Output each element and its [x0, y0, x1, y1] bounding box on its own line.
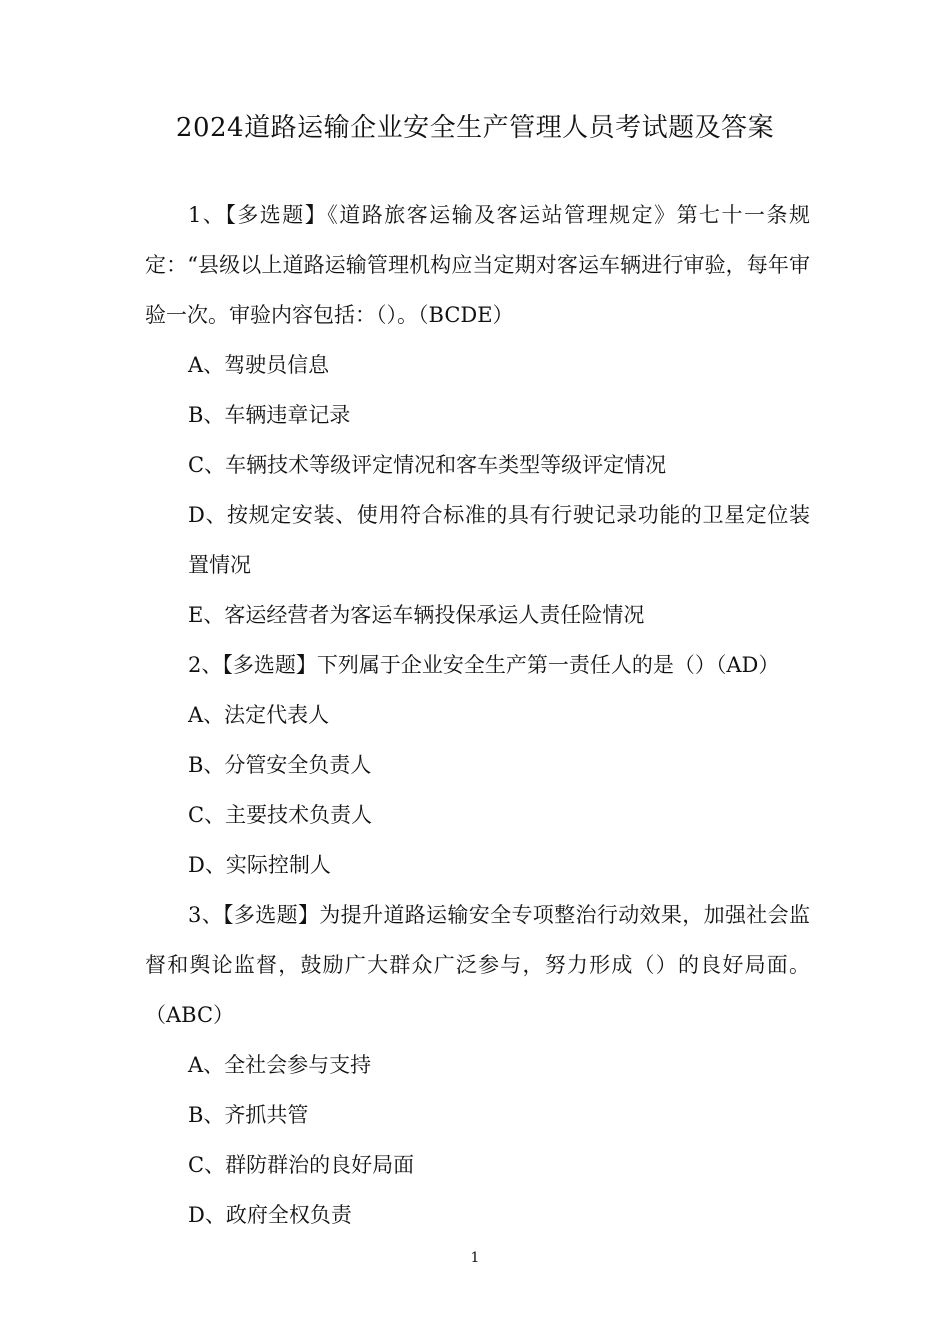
question-3-option-d: D、政府全权负责 — [188, 1203, 352, 1227]
question-1-option-d: D、按规定安装、使用符合标准的具有行驶记录功能的卫星定位装置情况 — [188, 503, 810, 577]
question-3-stem: 3、【多选题】为提升道路运输安全专项整治行动效果，加强社会监督和舆论监督，鼓励广大群众广泛参与，努力形成（）的良好局面。（ABC） — [145, 903, 810, 1027]
question-3-option-a: A、全社会参与支持 — [188, 1053, 372, 1077]
page-number: 1 — [470, 1250, 480, 1266]
question-1-option-e: E、客运经营者为客运车辆投保承运人责任险情况 — [188, 603, 645, 627]
question-3-option-b: B、齐抓共管 — [188, 1103, 309, 1127]
question-1-option-c: C、车辆技术等级评定情况和客车类型等级评定情况 — [188, 453, 667, 477]
question-1-option-b: B、车辆违章记录 — [188, 403, 351, 427]
question-2-option-a: A、法定代表人 — [188, 703, 330, 727]
question-3-option-c: C、群防群治的良好局面 — [188, 1153, 415, 1177]
question-1-option-a: A、驾驶员信息 — [188, 353, 330, 377]
question-list — [145, 190, 810, 1240]
question-2-option-d: D、实际控制人 — [188, 853, 331, 877]
question-2-stem: 2、【多选题】下列属于企业安全生产第一责任人的是（）（AD） — [188, 653, 780, 677]
question-2-option-c: C、主要技术负责人 — [188, 803, 373, 827]
question-1-stem: 1、【多选题】《道路旅客运输及客运站管理规定》第七十一条规定：“县级以上道路运输管理机构应当定期对客运车辆进行审验，每年审验一次。审验内容包括：（）。（BCDE） — [145, 203, 810, 327]
question-2-option-b: B、分管安全负责人 — [188, 753, 372, 777]
document-title: 2024道路运输企业安全生产管理人员考试题及答案 — [175, 113, 775, 143]
